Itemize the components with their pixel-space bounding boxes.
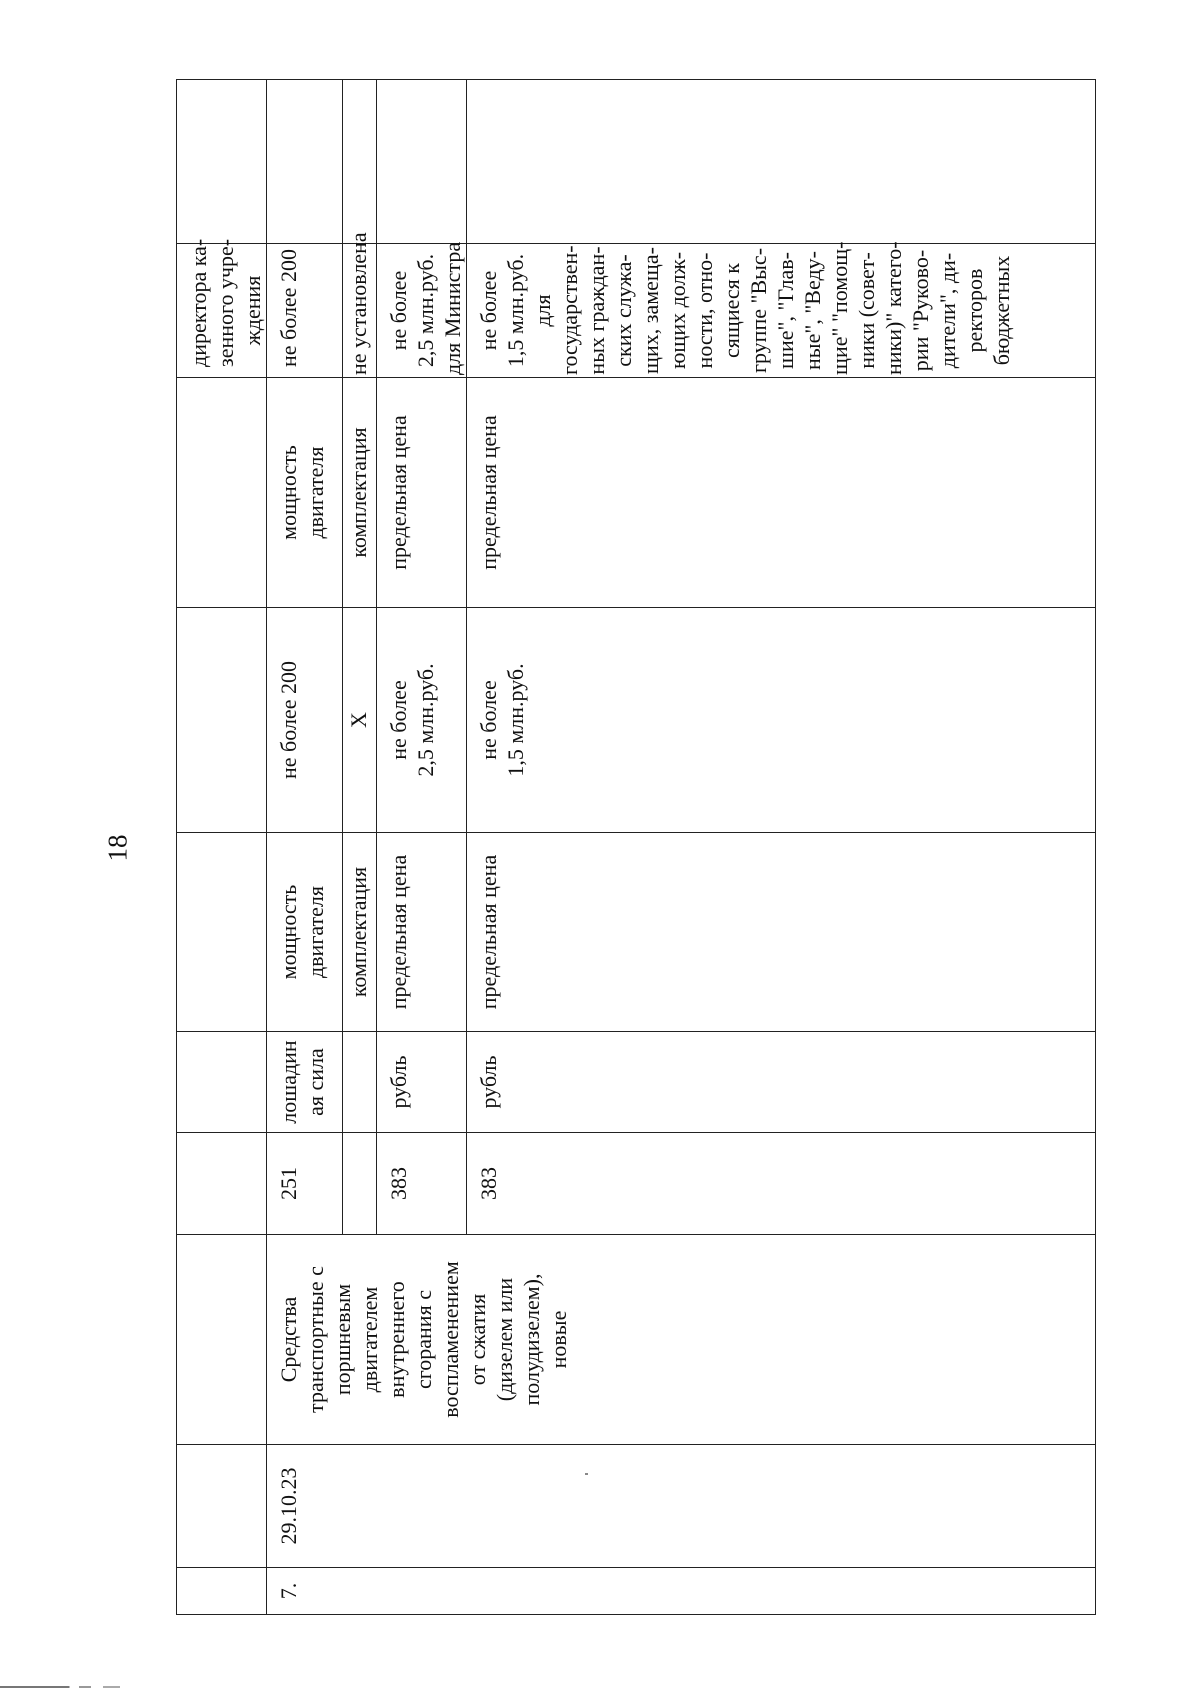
value: не более 200 bbox=[267, 608, 343, 833]
text-line: 2,5 млн.руб. bbox=[413, 663, 438, 777]
characteristic: комплектация bbox=[343, 833, 377, 1032]
characteristic-2: предельная цена bbox=[467, 378, 1096, 608]
item-name bbox=[267, 1235, 1096, 1445]
cell-top-5 bbox=[177, 1032, 267, 1133]
text-line: ректоров bbox=[962, 268, 987, 353]
unit-name bbox=[343, 1032, 377, 1133]
cell-official-level bbox=[177, 238, 267, 378]
characteristic bbox=[267, 833, 343, 1032]
value bbox=[377, 608, 467, 833]
rotated-table-wrapper bbox=[176, 80, 1096, 1615]
text-line: транспортные с bbox=[303, 1266, 328, 1413]
cell-top-2 bbox=[177, 1445, 267, 1568]
cell-top-6 bbox=[177, 833, 267, 1032]
text-line: (дизелем или bbox=[492, 1277, 517, 1402]
value-2: не более 200 bbox=[267, 244, 343, 378]
text-line: зенного учре- bbox=[213, 238, 238, 367]
text-line: 1,5 млн.руб. bbox=[503, 253, 528, 368]
text-line: ждения bbox=[240, 275, 265, 346]
text-line: не более bbox=[386, 270, 411, 351]
text-line: внутреннего bbox=[384, 1281, 409, 1398]
text-line: сгорания с bbox=[411, 1290, 436, 1389]
unit-name: рубль bbox=[377, 1032, 467, 1133]
text-line: ные", "Веду- bbox=[800, 251, 825, 370]
text-line: лошадин bbox=[276, 1040, 301, 1124]
cell-top-3 bbox=[177, 1235, 267, 1445]
text-line: ских служа- bbox=[611, 254, 636, 367]
characteristic-2: комплектация bbox=[343, 378, 377, 608]
text-line: воспламенением bbox=[438, 1261, 463, 1418]
value-2 bbox=[377, 241, 467, 378]
text-line: ая сила bbox=[303, 1048, 328, 1116]
text-line: щих, замеща- bbox=[638, 247, 663, 374]
text-line: полудизелем), bbox=[519, 1273, 544, 1406]
table-row-engine-power bbox=[267, 80, 343, 1615]
text-line: двигателя bbox=[303, 446, 328, 539]
unit-code: 383 bbox=[467, 1133, 1096, 1235]
cell-empty-last bbox=[377, 80, 467, 244]
text-line: ники)" катего- bbox=[881, 241, 906, 375]
value: X bbox=[343, 608, 377, 833]
text-line: ники (совет- bbox=[854, 252, 879, 369]
text-line: для Министра bbox=[440, 241, 465, 375]
cell-top-empty-last bbox=[177, 80, 267, 244]
text-line: директора ка- bbox=[186, 238, 211, 367]
cell-top-4 bbox=[177, 1133, 267, 1235]
text-line: двигателем bbox=[357, 1286, 382, 1393]
item-code: 29.10.23 bbox=[267, 1445, 1096, 1568]
cell-empty-last bbox=[343, 80, 377, 244]
text-line: не более bbox=[476, 680, 501, 760]
cell-empty-last bbox=[267, 80, 343, 244]
cell-top-8 bbox=[177, 378, 267, 608]
scan-dot bbox=[585, 1473, 588, 1475]
unit-code: 383 bbox=[377, 1133, 467, 1235]
text-line: не более bbox=[386, 680, 411, 760]
text-line: группе "Выс- bbox=[746, 247, 771, 374]
text-line: Средства bbox=[276, 1296, 301, 1383]
characteristic-2: предельная цена bbox=[377, 378, 467, 608]
text-line: не более bbox=[476, 270, 501, 351]
page-number: 18 bbox=[102, 834, 133, 862]
text-line: 1,5 млн.руб. bbox=[503, 663, 528, 777]
text-line: ющих долж- bbox=[665, 251, 690, 370]
text-line: от сжатия bbox=[465, 1293, 490, 1386]
scan-edge-mark bbox=[0, 1686, 120, 1688]
value-2 bbox=[467, 241, 1096, 378]
item-number: 7. bbox=[267, 1568, 1096, 1615]
cell-top-1 bbox=[177, 1568, 267, 1615]
text-line: для bbox=[530, 294, 555, 327]
unit-code bbox=[343, 1133, 377, 1235]
text-line: 2,5 млн.руб. bbox=[413, 253, 438, 368]
text-line: новые bbox=[546, 1310, 571, 1369]
characteristic: предельная цена bbox=[467, 833, 1096, 1032]
cell-top-7 bbox=[177, 608, 267, 833]
text-line: ности, отно- bbox=[692, 252, 717, 369]
text-line: сящиеся к bbox=[719, 263, 744, 358]
text-line: шие", "Глав- bbox=[773, 252, 798, 369]
text-line: дители", ди- bbox=[935, 252, 960, 369]
text-line: щие" "помощ- bbox=[827, 241, 852, 375]
characteristic: предельная цена bbox=[377, 833, 467, 1032]
unit-name bbox=[267, 1032, 343, 1133]
table-row-top bbox=[177, 80, 267, 1615]
text-line: бюджетных bbox=[989, 255, 1014, 366]
text-line: двигателя bbox=[303, 885, 328, 979]
cell-empty-last bbox=[467, 80, 1096, 244]
text-line: поршневым bbox=[330, 1283, 355, 1396]
text-line: рии "Руково- bbox=[908, 249, 933, 372]
text-line: мощность bbox=[276, 884, 301, 980]
text-line: государствен- bbox=[557, 245, 582, 375]
text-line: мощность bbox=[276, 445, 301, 540]
text-line: ных граждан- bbox=[584, 246, 609, 375]
characteristic-2 bbox=[267, 378, 343, 608]
unit-name: рубль bbox=[467, 1032, 1096, 1133]
value-2: не установлена bbox=[343, 244, 377, 378]
value bbox=[467, 608, 1096, 833]
unit-code: 251 bbox=[267, 1133, 343, 1235]
catalog-table bbox=[176, 79, 1096, 1615]
